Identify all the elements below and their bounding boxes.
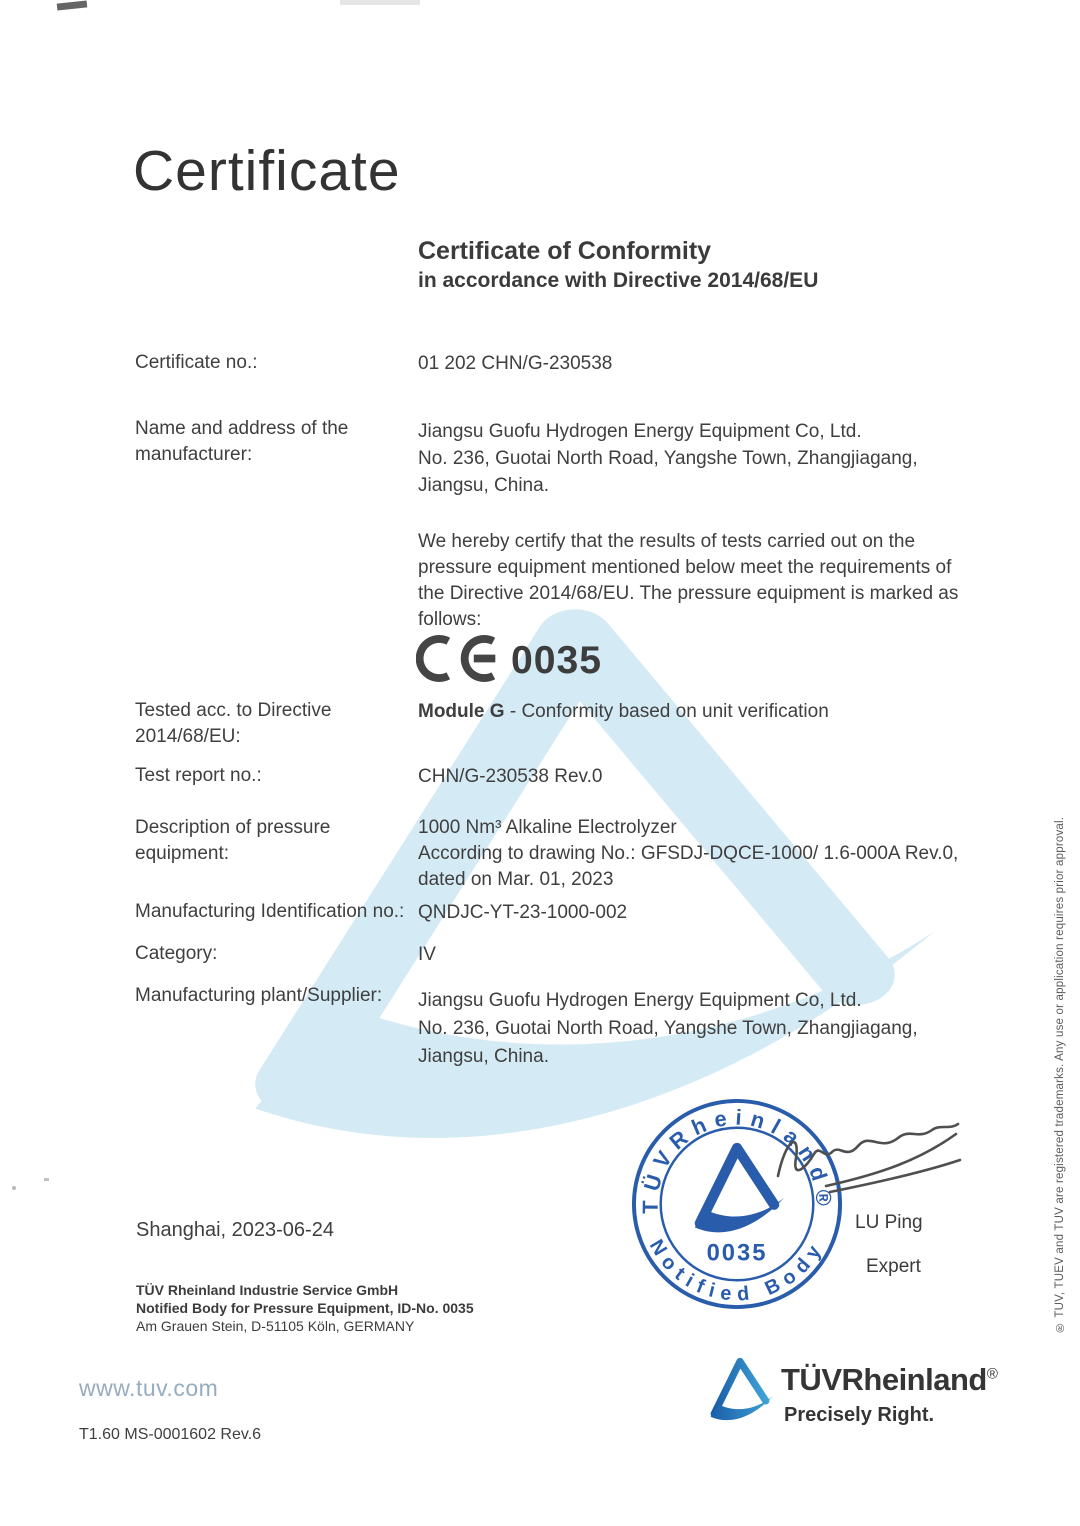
ce-mark-icon <box>416 633 651 684</box>
tested-module-desc: - Conformity based on unit verification <box>504 701 829 722</box>
test-report-label: Test report no.: <box>135 765 262 786</box>
description-value-line: 1000 Nm³ Alkaline Electrolyzer <box>418 817 677 838</box>
doc-directive-line: in accordance with Directive 2014/68/EU <box>418 269 819 292</box>
manufacturer-label-line: Name and address of the <box>135 418 349 439</box>
plant-value <box>418 987 993 1071</box>
category-value: IV <box>418 944 436 965</box>
manufacturer-value-line: Jiangsu, China. <box>418 475 549 496</box>
notified-body-address: Am Grauen Stein, D-51105 Köln, GERMANY <box>136 1318 415 1334</box>
signature-icon <box>760 1112 975 1222</box>
plant-value-line: Jiangsu, China. <box>418 1046 549 1067</box>
scan-artifact <box>57 0 88 10</box>
description-value <box>418 815 993 893</box>
tested-label <box>135 698 415 750</box>
manufacturing-id-label: Manufacturing Identification no.: <box>135 901 405 922</box>
manufacturer-label <box>135 416 415 468</box>
tuv-logo-triangle-icon <box>704 1355 776 1421</box>
manufacturer-label-line: manufacturer: <box>135 444 253 465</box>
scan-artifact <box>12 1186 16 1190</box>
statement-line: follows: <box>418 609 482 630</box>
brand-wordmark <box>781 1362 997 1398</box>
trademark-side-note: ® TÜV, TUEV and TUV are registered trademarks. Any use or application requires prior approval. <box>1054 816 1066 1333</box>
seal-bottom-text: Notified Body <box>644 1235 830 1306</box>
signer-title: Expert <box>866 1256 921 1277</box>
tested-label-line: Tested acc. to Directive <box>135 700 332 721</box>
page-title: Certificate <box>133 139 401 203</box>
description-label <box>135 815 415 867</box>
test-report-value: CHN/G-230538 Rev.0 <box>418 766 603 787</box>
tested-label-line: 2014/68/EU: <box>135 726 241 747</box>
description-value-line: According to drawing No.: GFSDJ-DQCE-1000/ 1.6-000A Rev.0, <box>418 843 959 864</box>
website-link: www.tuv.com <box>79 1375 219 1401</box>
notified-body-id: Notified Body for Pressure Equipment, ID-No. 0035 <box>136 1300 474 1316</box>
manufacturer-value-line: Jiangsu Guofu Hydrogen Energy Equipment Co, Ltd. <box>418 421 862 442</box>
certification-statement <box>418 529 998 633</box>
statement-line: the Directive 2014/68/EU. The pressure equipment is marked as <box>418 583 959 604</box>
statement-line: pressure equipment mentioned below meet the requirements of <box>418 557 952 578</box>
description-value-line: dated on Mar. 01, 2023 <box>418 869 614 890</box>
manufacturer-value <box>418 418 993 499</box>
doc-type-title: Certificate of Conformity <box>418 237 712 265</box>
manufacturing-id-value: QNDJC-YT-23-1000-002 <box>418 902 628 923</box>
manufacturer-value-line: No. 236, Guotai North Road, Yangshe Town, Zhangjiagang, <box>418 448 918 469</box>
seal-top-text: TÜVRheinland® <box>637 1104 837 1214</box>
statement-line: We hereby certify that the results of tests carried out on the <box>418 531 916 552</box>
certificate-no-label: Certificate no.: <box>135 352 258 373</box>
form-code: T1.60 MS-0001602 Rev.6 <box>79 1426 262 1443</box>
category-label: Category: <box>135 943 218 964</box>
description-label-line: equipment: <box>135 843 230 864</box>
plant-value-line: Jiangsu Guofu Hydrogen Energy Equipment Co, Ltd. <box>418 990 862 1011</box>
description-label-line: Description of pressure <box>135 817 331 838</box>
registered-mark: ® <box>986 1365 998 1383</box>
notified-body-org: TÜV Rheinland Industrie Service GmbH <box>136 1282 399 1298</box>
plant-label: Manufacturing plant/Supplier: <box>135 985 383 1006</box>
scan-artifact <box>340 0 420 5</box>
seal-code: 0035 <box>706 1239 768 1267</box>
tested-module: Module G <box>418 701 505 722</box>
signer-name: LU Ping <box>855 1212 923 1233</box>
brand-tagline: Precisely Right. <box>784 1404 935 1426</box>
plant-value-line: No. 236, Guotai North Road, Yangshe Town, Zhangjiagang, <box>418 1018 918 1039</box>
scan-artifact <box>44 1178 49 1181</box>
notified-body-block <box>136 1281 474 1335</box>
issue-place-date: Shanghai, 2023-06-24 <box>136 1219 334 1241</box>
certificate-no-value: 01 202 CHN/G-230538 <box>418 353 613 374</box>
brand-name: TÜVRheinland <box>781 1362 987 1397</box>
ce-code: 0035 <box>510 639 603 683</box>
tested-value <box>418 698 993 725</box>
